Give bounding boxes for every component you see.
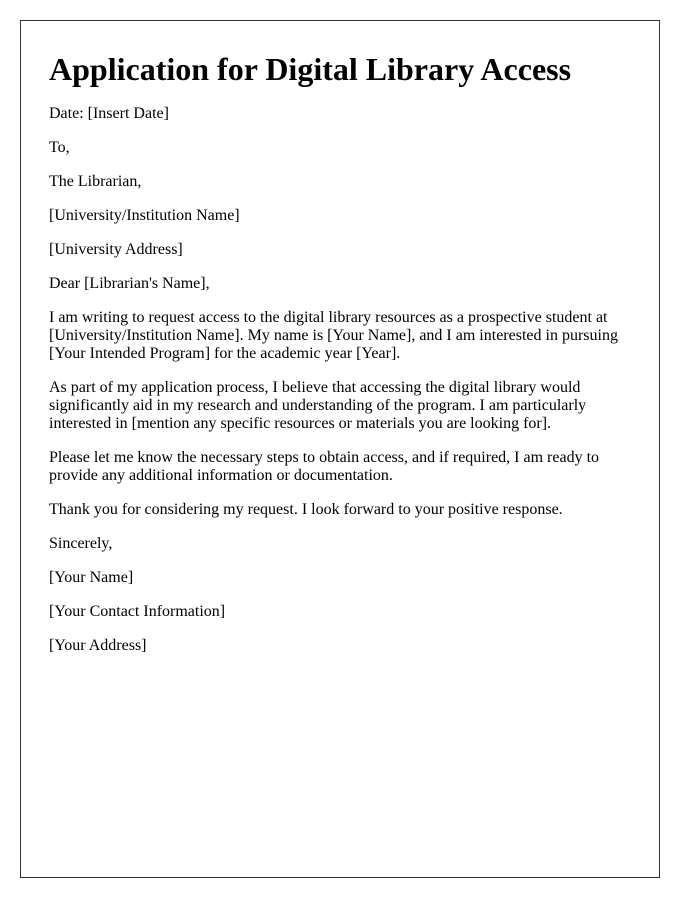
body-paragraph-3: Please let me know the necessary steps to obtain access, and if required, I am ready to provide any additional information or documentation. — [49, 449, 600, 484]
body-paragraph-2: As part of my application process, I believe that accessing the digital library would significantly aid in my research and understanding of the program. I am particularly interested in [mention any specific resources or materials you are looking for]. — [49, 379, 587, 432]
signature-contact: [Your Contact Information] — [49, 603, 226, 620]
signature-address: [Your Address] — [49, 637, 147, 654]
letter-content — [49, 49, 639, 671]
institution-name: [University/Institution Name] — [49, 207, 240, 224]
signature-name: [Your Name] — [49, 569, 134, 586]
body-paragraph-4: Thank you for considering my request. I look forward to your positive response. — [49, 501, 563, 518]
to-line: To, — [49, 139, 70, 156]
recipient-title: The Librarian, — [49, 173, 142, 190]
closing: Sincerely, — [49, 535, 113, 552]
date-line: Date: [Insert Date] — [49, 105, 169, 122]
institution-address: [University Address] — [49, 241, 183, 258]
salutation: Dear [Librarian's Name], — [49, 275, 210, 292]
letter-page — [20, 20, 660, 878]
letter-title: Application for Digital Library Access — [49, 51, 572, 87]
body-paragraph-1: I am writing to request access to the digital library resources as a prospective student at [University/Institution Name]. My name is [Your Name], and I am interested in pursuing [Your Intended Program] for the academic year [Year]. — [49, 309, 618, 362]
